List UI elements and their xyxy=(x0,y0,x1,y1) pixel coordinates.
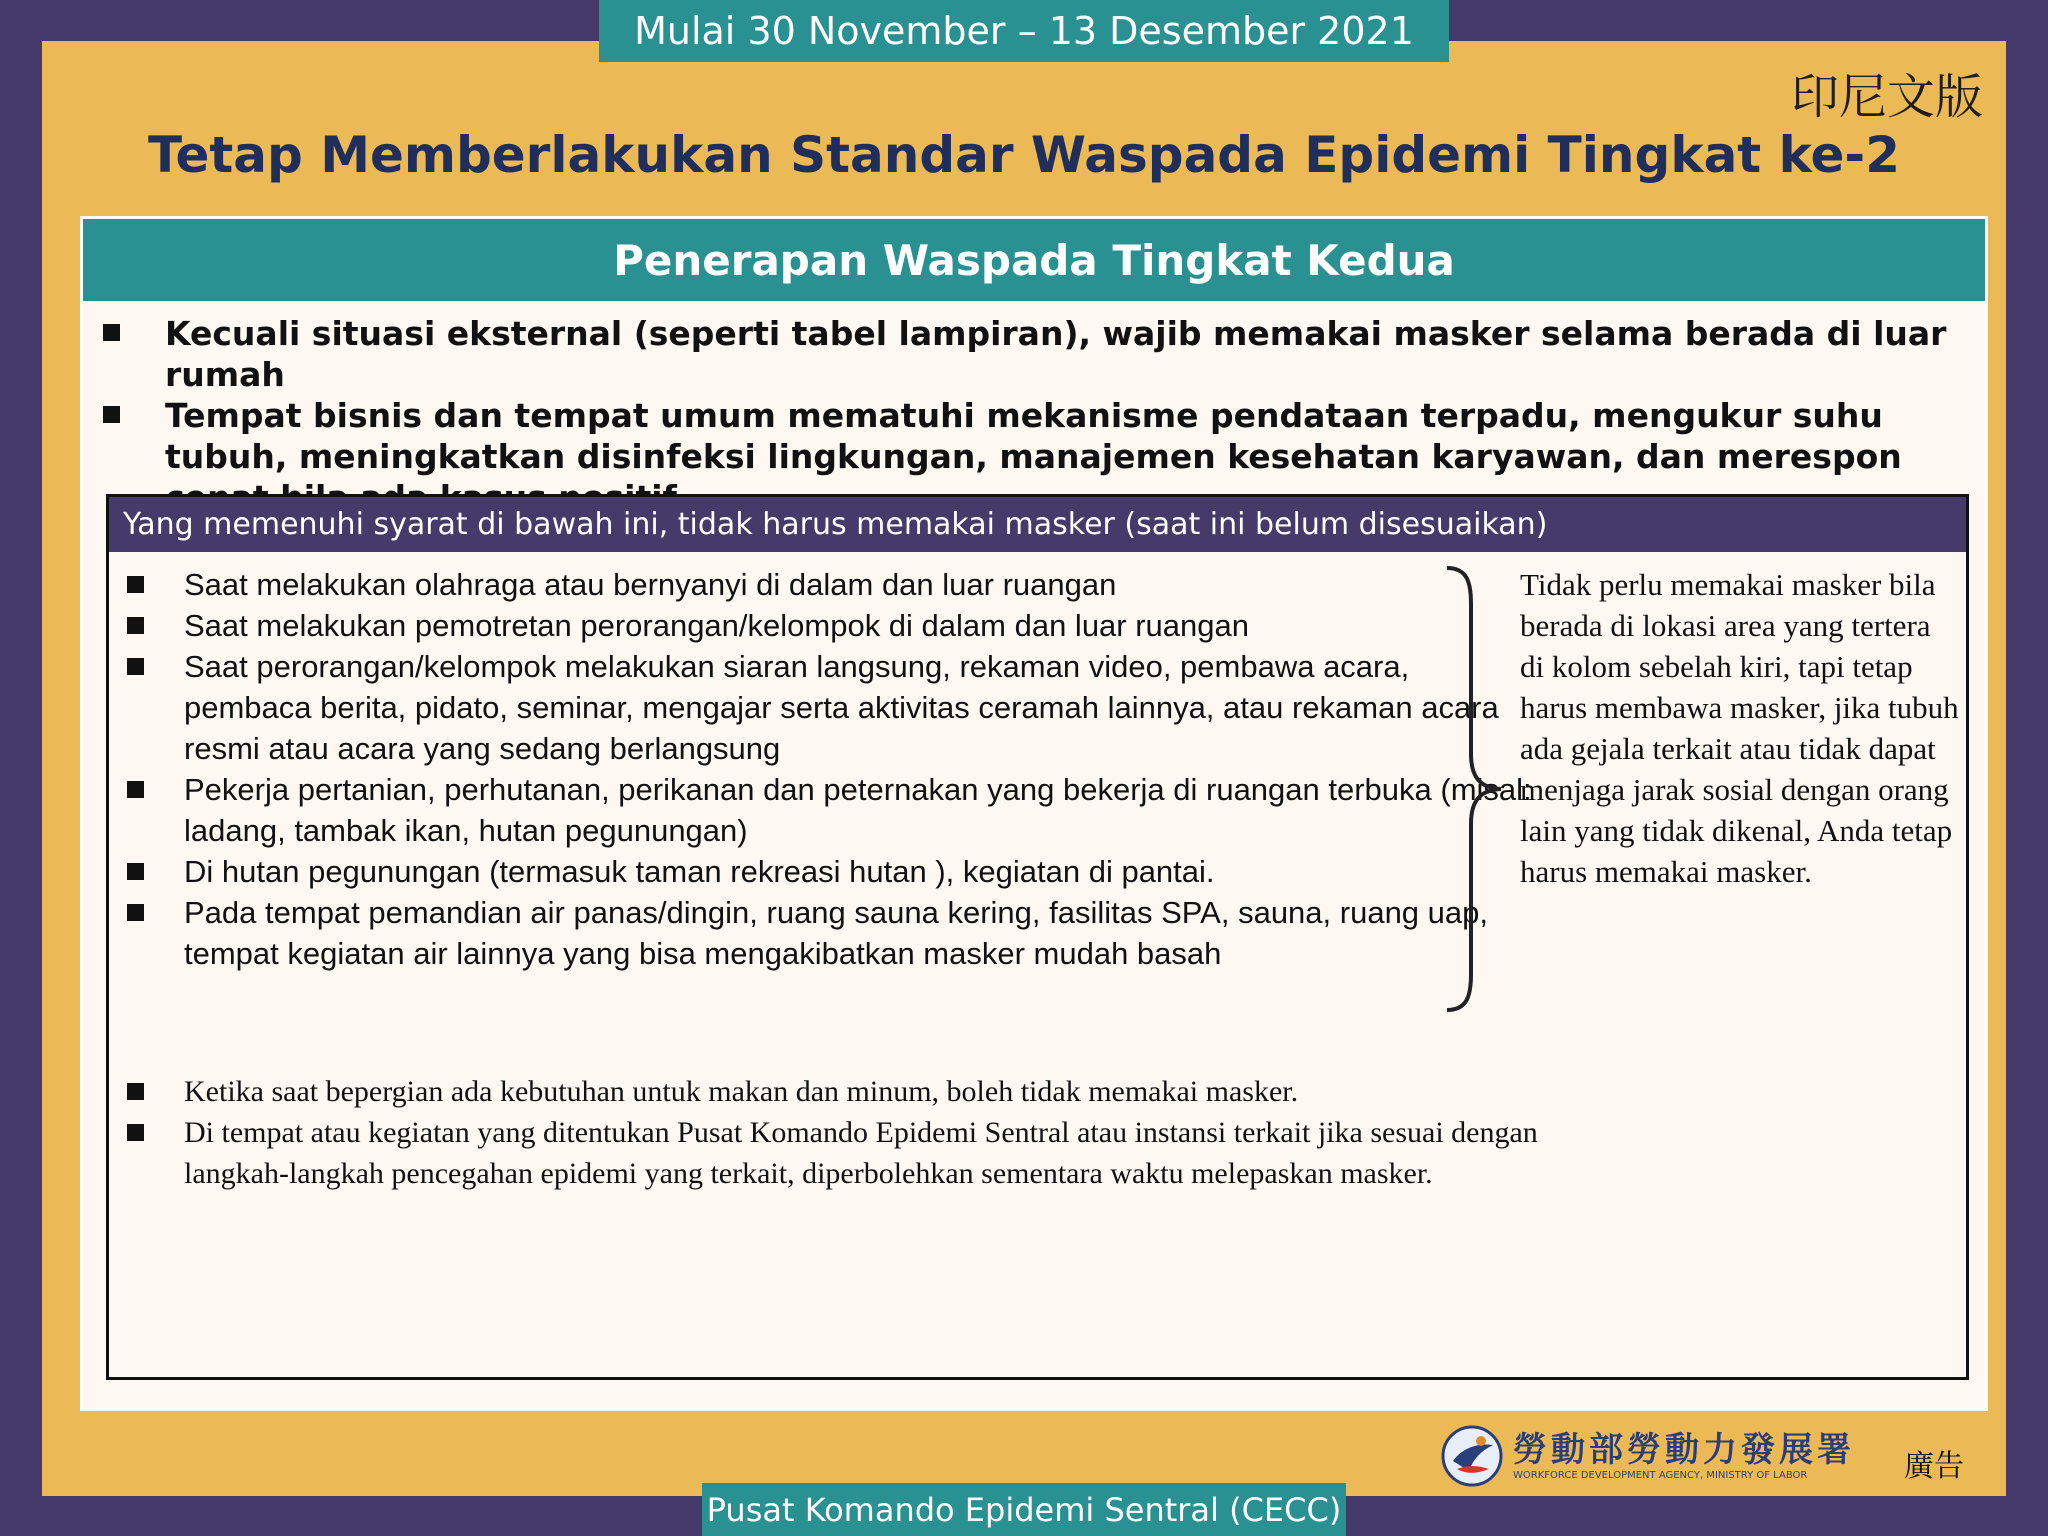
list-item xyxy=(126,605,1546,646)
mask-exemption-box xyxy=(106,494,1969,1380)
square-bullet-icon xyxy=(127,781,144,798)
list-item xyxy=(126,892,1546,974)
agency-name-chinese: 勞動部勞動力發展署 xyxy=(1513,1430,1855,1470)
square-bullet-icon xyxy=(127,576,144,593)
square-bullet-icon xyxy=(127,863,144,880)
list-item-text: Saat melakukan olahraga atau bernyanyi di dalam dan luar ruangan xyxy=(184,567,1117,602)
square-bullet-icon xyxy=(127,617,144,634)
list-item-text: Di hutan pegunungan (termasuk taman rekreasi hutan ), kegiatan di pantai. xyxy=(184,854,1215,889)
list-item xyxy=(126,769,1546,851)
list-item-text: Pada tempat pemandian air panas/dingin, ruang sauna kering, fasilitas SPA, sauna, ruang uap, tempat kegiatan air lainnya yang bisa mengakibatkan masker mudah basah xyxy=(184,895,1488,971)
box-header: Yang memenuhi syarat di bawah ini, tidak harus memakai masker (saat ini belum disesuaikan) xyxy=(109,497,1966,552)
list-item xyxy=(126,564,1546,605)
language-tag: 印尼文版 xyxy=(1790,69,1983,125)
main-bullet-list xyxy=(100,313,1970,518)
side-note: Tidak perlu memakai masker bila berada di lokasi area yang tertera di kolom sebelah kiri, tapi tetap harus membawa masker, jika tubuh ada gejala terkait atau tidak dapat menjaga jarak sosial dengan orang lain yang tidak dikenal, Anda tetap harus memakai masker. xyxy=(1520,567,1959,889)
agency-emblem-icon xyxy=(1441,1425,1503,1487)
additional-exemption-list xyxy=(126,1071,1546,1194)
cecc-banner: Pusat Komando Epidemi Sentral (CECC) xyxy=(702,1483,1346,1536)
list-item-text: Tempat bisnis dan tempat umum mematuhi mekanisme pendataan terpadu, mengukur suhu tubuh, meningkatkan disinfeksi lingkungan, manajemen kesehatan karyawan, dan merespon xyxy=(165,396,1902,476)
square-bullet-icon xyxy=(127,1083,144,1100)
list-item xyxy=(126,851,1546,892)
list-item-text: Saat perorangan/kelompok melakukan siaran langsung, rekaman video, pembawa acara, pembaca berita, pidato, seminar, mengajar serta aktivitas ceramah lainnya, atau rekaman acara resmi atau acara yang sedang berlangsung xyxy=(184,649,1499,766)
list-item xyxy=(126,646,1546,769)
agency-name xyxy=(1513,1430,1855,1482)
list-item xyxy=(126,1112,1546,1194)
page-title: Tetap Memberlakukan Standar Waspada Epidemi Tingkat ke-2 xyxy=(148,126,1900,184)
agency-name-english: WORKFORCE DEVELOPMENT AGENCY, MINISTRY OF LABOR xyxy=(1513,1470,1808,1481)
date-banner: Mulai 30 November – 13 Desember 2021 xyxy=(599,0,1449,62)
square-bullet-icon xyxy=(103,406,120,423)
exemption-list xyxy=(126,564,1546,974)
list-item xyxy=(126,1071,1546,1112)
list-item-text: Ketika saat bepergian ada kebutuhan untuk makan dan minum, boleh tidak memakai masker. xyxy=(184,1075,1299,1108)
curly-brace-icon xyxy=(1439,564,1509,1014)
panel-header: Penerapan Waspada Tingkat Kedua xyxy=(83,219,1985,301)
square-bullet-icon xyxy=(127,1124,144,1141)
square-bullet-icon xyxy=(127,658,144,675)
advertisement-label: 廣告 xyxy=(1904,1449,1964,1484)
list-item-text: Pekerja pertanian, perhutanan, perikanan dan peternakan yang bekerja di ruangan terbuka (misal: ladang, tambak ikan, hutan pegunungan) xyxy=(184,772,1532,848)
list-item-text: Di tempat atau kegiatan yang ditentukan Pusat Komando Epidemi Sentral atau instansi terkait jika sesuai dengan langkah-langkah pencegahan epidemi yang terkait, diperbolehkan sementara waktu melepaskan masker. xyxy=(184,1116,1538,1190)
square-bullet-icon xyxy=(103,324,120,341)
list-item-text: Saat melakukan pemotretan perorangan/kelompok di dalam dan luar ruangan xyxy=(184,608,1250,643)
content-panel xyxy=(80,216,1988,1411)
list-item-text: Kecuali situasi eksternal (seperti tabel lampiran), wajib memakai masker selama berada di luar rumah xyxy=(165,314,1947,394)
square-bullet-icon xyxy=(127,904,144,921)
list-item xyxy=(100,313,1970,395)
